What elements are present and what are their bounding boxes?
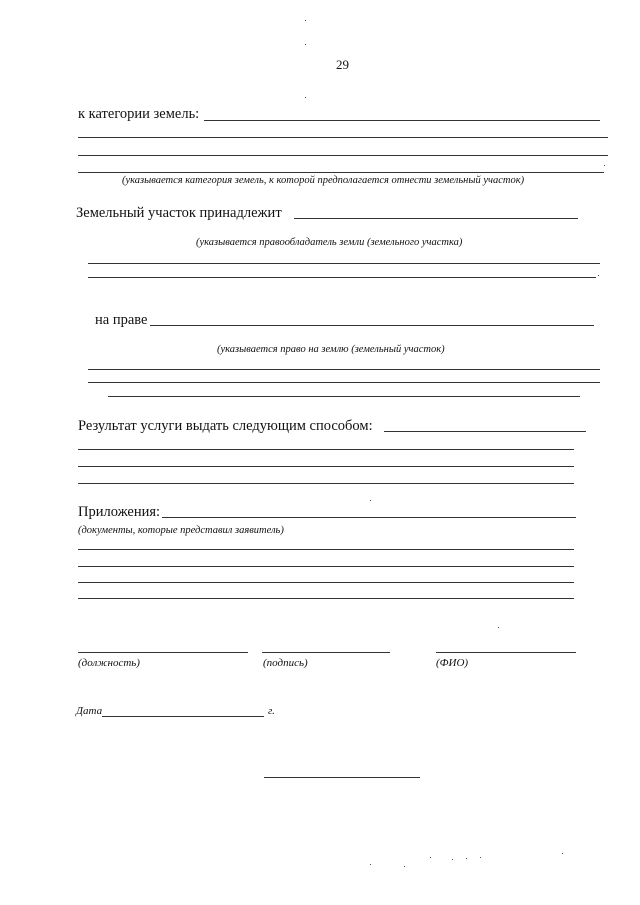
right-field-1[interactable] [150,325,594,326]
scan-speck [305,20,306,21]
position-label: (должность) [78,657,140,669]
right-field-4[interactable] [108,396,580,397]
name-label: (ФИО) [436,657,469,669]
attachments-field-4[interactable] [78,582,574,583]
scan-speck [452,859,453,860]
name-field[interactable] [436,652,576,653]
bottom-separator [264,777,420,778]
attachments-field-1[interactable] [162,517,576,518]
attachments-field-3[interactable] [78,566,574,567]
signature-label: (подпись) [263,657,308,669]
scan-speck [598,275,599,276]
belongs-to-field-2[interactable] [88,263,600,264]
land-category-hint: (указывается категория земель, к которой предполагается отнести земельный участок) [122,175,525,186]
right-hint: (указывается право на землю (земельный участок) [217,344,445,355]
scan-speck [370,864,371,865]
position-field[interactable] [78,652,248,653]
scan-speck [430,857,431,858]
page-number: 29 [336,57,349,72]
right-label: на праве [95,312,148,328]
attachments-label: Приложения: [78,504,161,520]
attachments-hint: (документы, которые представил заявитель) [78,525,284,536]
belongs-to-field-3[interactable] [88,277,596,278]
land-category-field-2[interactable] [78,137,608,138]
attachments-field-2[interactable] [78,549,574,550]
scan-speck [498,627,499,628]
right-field-2[interactable] [88,369,600,370]
scan-speck [562,853,563,854]
right-field-3[interactable] [88,382,600,383]
result-label: Результат услуги выдать следующим способом: [78,418,373,434]
land-category-field-1[interactable] [204,120,600,121]
belongs-to-hint: (указывается правообладатель земли (земельного участка) [196,237,463,248]
scan-speck [604,165,605,166]
scan-speck [404,866,405,867]
scan-speck [370,500,371,501]
belongs-to-label: Земельный участок принадлежит [76,205,282,221]
scan-speck [305,44,306,45]
land-category-label: к категории земель: [78,106,200,122]
scan-speck [466,858,467,859]
date-suffix: г. [268,705,275,717]
attachments-field-5[interactable] [78,598,574,599]
date-label: Дата [76,705,103,717]
scan-speck [480,857,481,858]
scan-speck [305,97,306,98]
date-field[interactable] [102,716,264,717]
belongs-to-field-1[interactable] [294,218,578,219]
result-field-1[interactable] [384,431,586,432]
land-category-field-3[interactable] [78,155,608,156]
result-field-4[interactable] [78,483,574,484]
signature-field[interactable] [262,652,390,653]
land-category-field-4[interactable] [78,172,604,173]
result-field-2[interactable] [78,449,574,450]
result-field-3[interactable] [78,466,574,467]
